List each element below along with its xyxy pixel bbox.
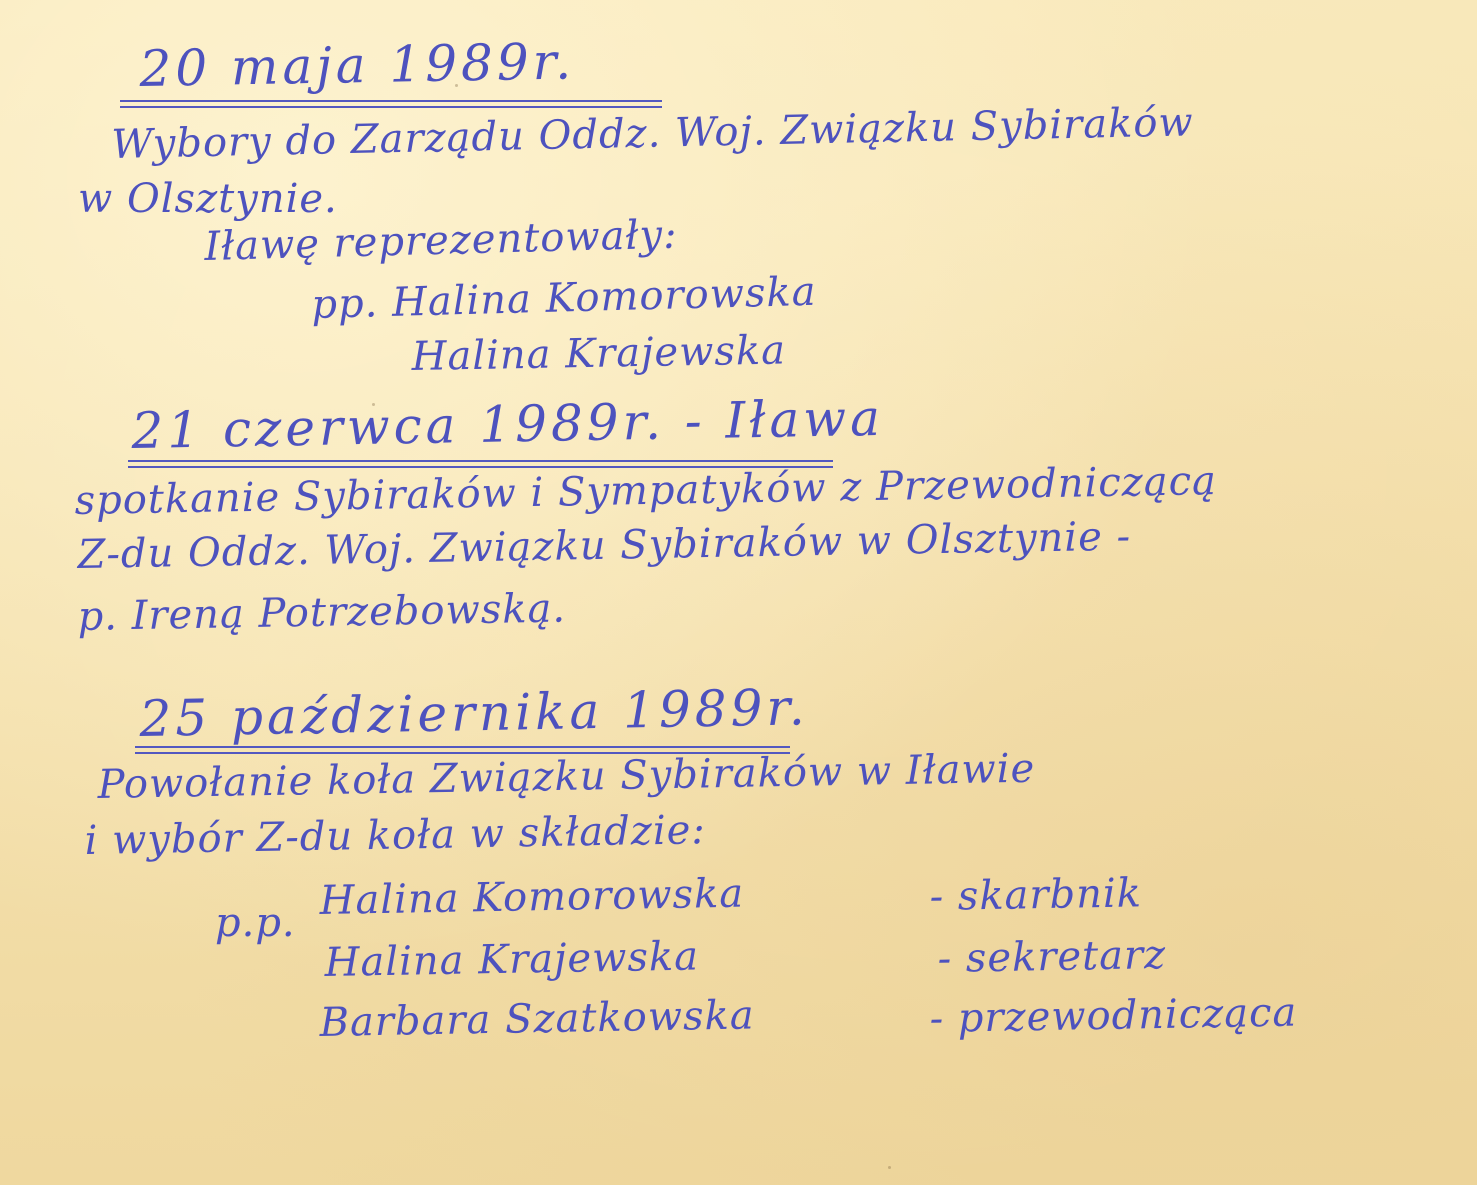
entry-3-line-2: i wybór Z-du koła w składzie: [84, 807, 707, 864]
paper-speck [455, 84, 458, 87]
member-2-name: Halina Krajewska [324, 933, 700, 986]
member-1-role: - skarbnik [929, 870, 1143, 920]
entry-3-date: 25 października 1989r. [138, 678, 810, 748]
entry-1-line-3: Iławę reprezentowały: [203, 211, 679, 270]
member-1-name: Halina Komorowska [319, 870, 745, 924]
entry-1-line-2: w Olsztynie. [78, 176, 338, 222]
entry-2-line-1: spotkanie Sybiraków i Sympatyków z Przewodniczącą [74, 458, 1218, 524]
entry-2-line-2: Z-du Oddz. Woj. Związku Sybiraków w Olsztynie - [77, 513, 1132, 578]
entry-3-line-1: Powołanie koła Związku Sybiraków w Iławie [97, 745, 1036, 808]
entry-2-line-3: p. Ireną Potrzebowską. [77, 585, 567, 640]
member-3-role: - przewodnicząca [929, 989, 1298, 1042]
paper-speck [888, 1166, 891, 1169]
member-2-role: - sekretarz [937, 932, 1167, 982]
entry-2-date: 21 czerwca 1989r. - Iława [130, 388, 885, 460]
entry-1-line-1: Wybory do Zarządu Oddz. Woj. Związku Sybiraków [111, 99, 1195, 168]
entry-1-line-4: pp. Halina Komorowska [310, 268, 818, 328]
entry-1-date: 20 maja 1989r. [138, 32, 576, 98]
entry-1-line-5: Halina Krajewska [411, 327, 787, 380]
members-prefix: p.p. [215, 900, 296, 946]
entry-1-date-underline [120, 100, 662, 108]
paper-speck [372, 403, 375, 406]
member-3-name: Barbara Szatkowska [319, 992, 756, 1046]
